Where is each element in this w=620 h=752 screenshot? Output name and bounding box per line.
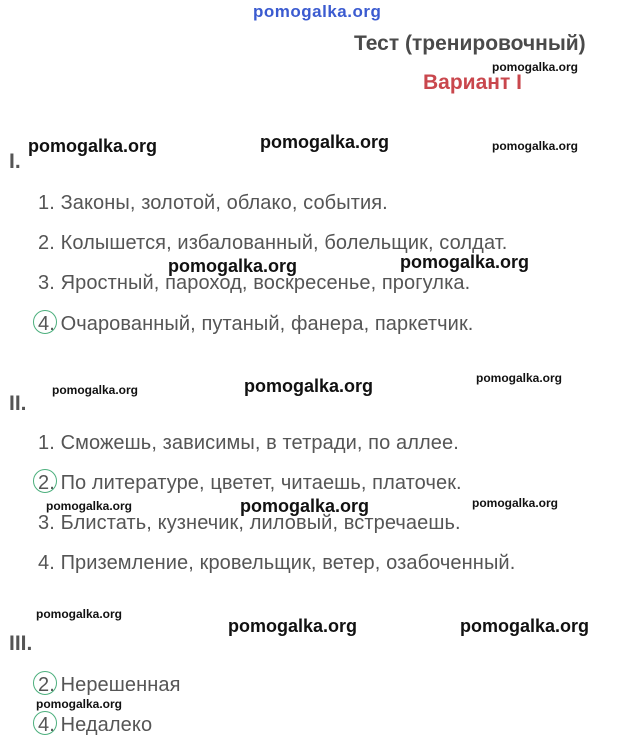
item-number: 3. (38, 272, 55, 294)
watermark: pomogalka.org (228, 616, 358, 636)
item-text: Приземление, кровельщик, ветер, озабоченный. (60, 552, 516, 574)
watermark: pomogalka.org (240, 496, 370, 516)
item-text: По литературе, цветет, читаешь, платочек. (60, 472, 462, 494)
watermark: pomogalka.org (476, 371, 563, 385)
item-text: Недалеко (60, 714, 153, 736)
item-number: 1. (38, 432, 55, 454)
item-text: Яростный, пароход, воскресенье, прогулка. (60, 272, 471, 294)
circled-answer-number: 2. (38, 472, 55, 494)
item-number: 3. (38, 512, 55, 534)
item-text: Нерешенная (60, 674, 181, 696)
list-item (38, 432, 459, 455)
variant-label: Вариант I (423, 71, 522, 94)
item-text: Очарованный, путаный, фанера, паркетчик. (60, 313, 474, 335)
page-title: Тест (тренировочный) (354, 32, 586, 55)
list-item (38, 674, 181, 697)
watermark: pomogalka.org (46, 499, 133, 513)
watermark: pomogalka.org (492, 139, 579, 153)
watermark: pomogalka.org (492, 60, 579, 74)
item-text: Блистать, кузнечик, лиловый, встречаешь. (60, 512, 461, 534)
list-item (38, 552, 515, 575)
watermark: pomogalka.org (36, 697, 123, 711)
watermark: pomogalka.org (460, 616, 590, 636)
watermark: pomogalka.org (472, 496, 559, 510)
watermark: pomogalka.org (260, 132, 390, 152)
list-item (38, 714, 152, 737)
circled-answer-number: 2. (38, 674, 55, 696)
circled-answer-number: 4. (38, 714, 55, 736)
circled-answer-number: 4. (38, 313, 55, 335)
item-text: Колышется, избалованный, болельщик, солдат. (60, 232, 508, 254)
watermark: pomogalka.org (52, 383, 139, 397)
section-3-label: III. (9, 632, 33, 655)
list-item (38, 313, 473, 336)
list-item (38, 192, 388, 215)
item-number: 4. (38, 552, 55, 574)
item-number: 2. (38, 232, 55, 254)
item-number: 1. (38, 192, 55, 214)
section-1-label: I. (9, 150, 21, 173)
item-text: Сможешь, зависимы, в тетради, по аллее. (60, 432, 459, 454)
section-2-label: II. (9, 392, 27, 415)
watermark: pomogalka.org (400, 252, 530, 272)
watermark: pomogalka.org (28, 136, 158, 156)
watermark: pomogalka.org (244, 376, 374, 396)
watermark-top: pomogalka.org (253, 2, 382, 21)
item-text: Законы, золотой, облако, события. (60, 192, 388, 214)
watermark: pomogalka.org (168, 256, 298, 276)
watermark: pomogalka.org (36, 607, 123, 621)
list-item (38, 472, 462, 495)
